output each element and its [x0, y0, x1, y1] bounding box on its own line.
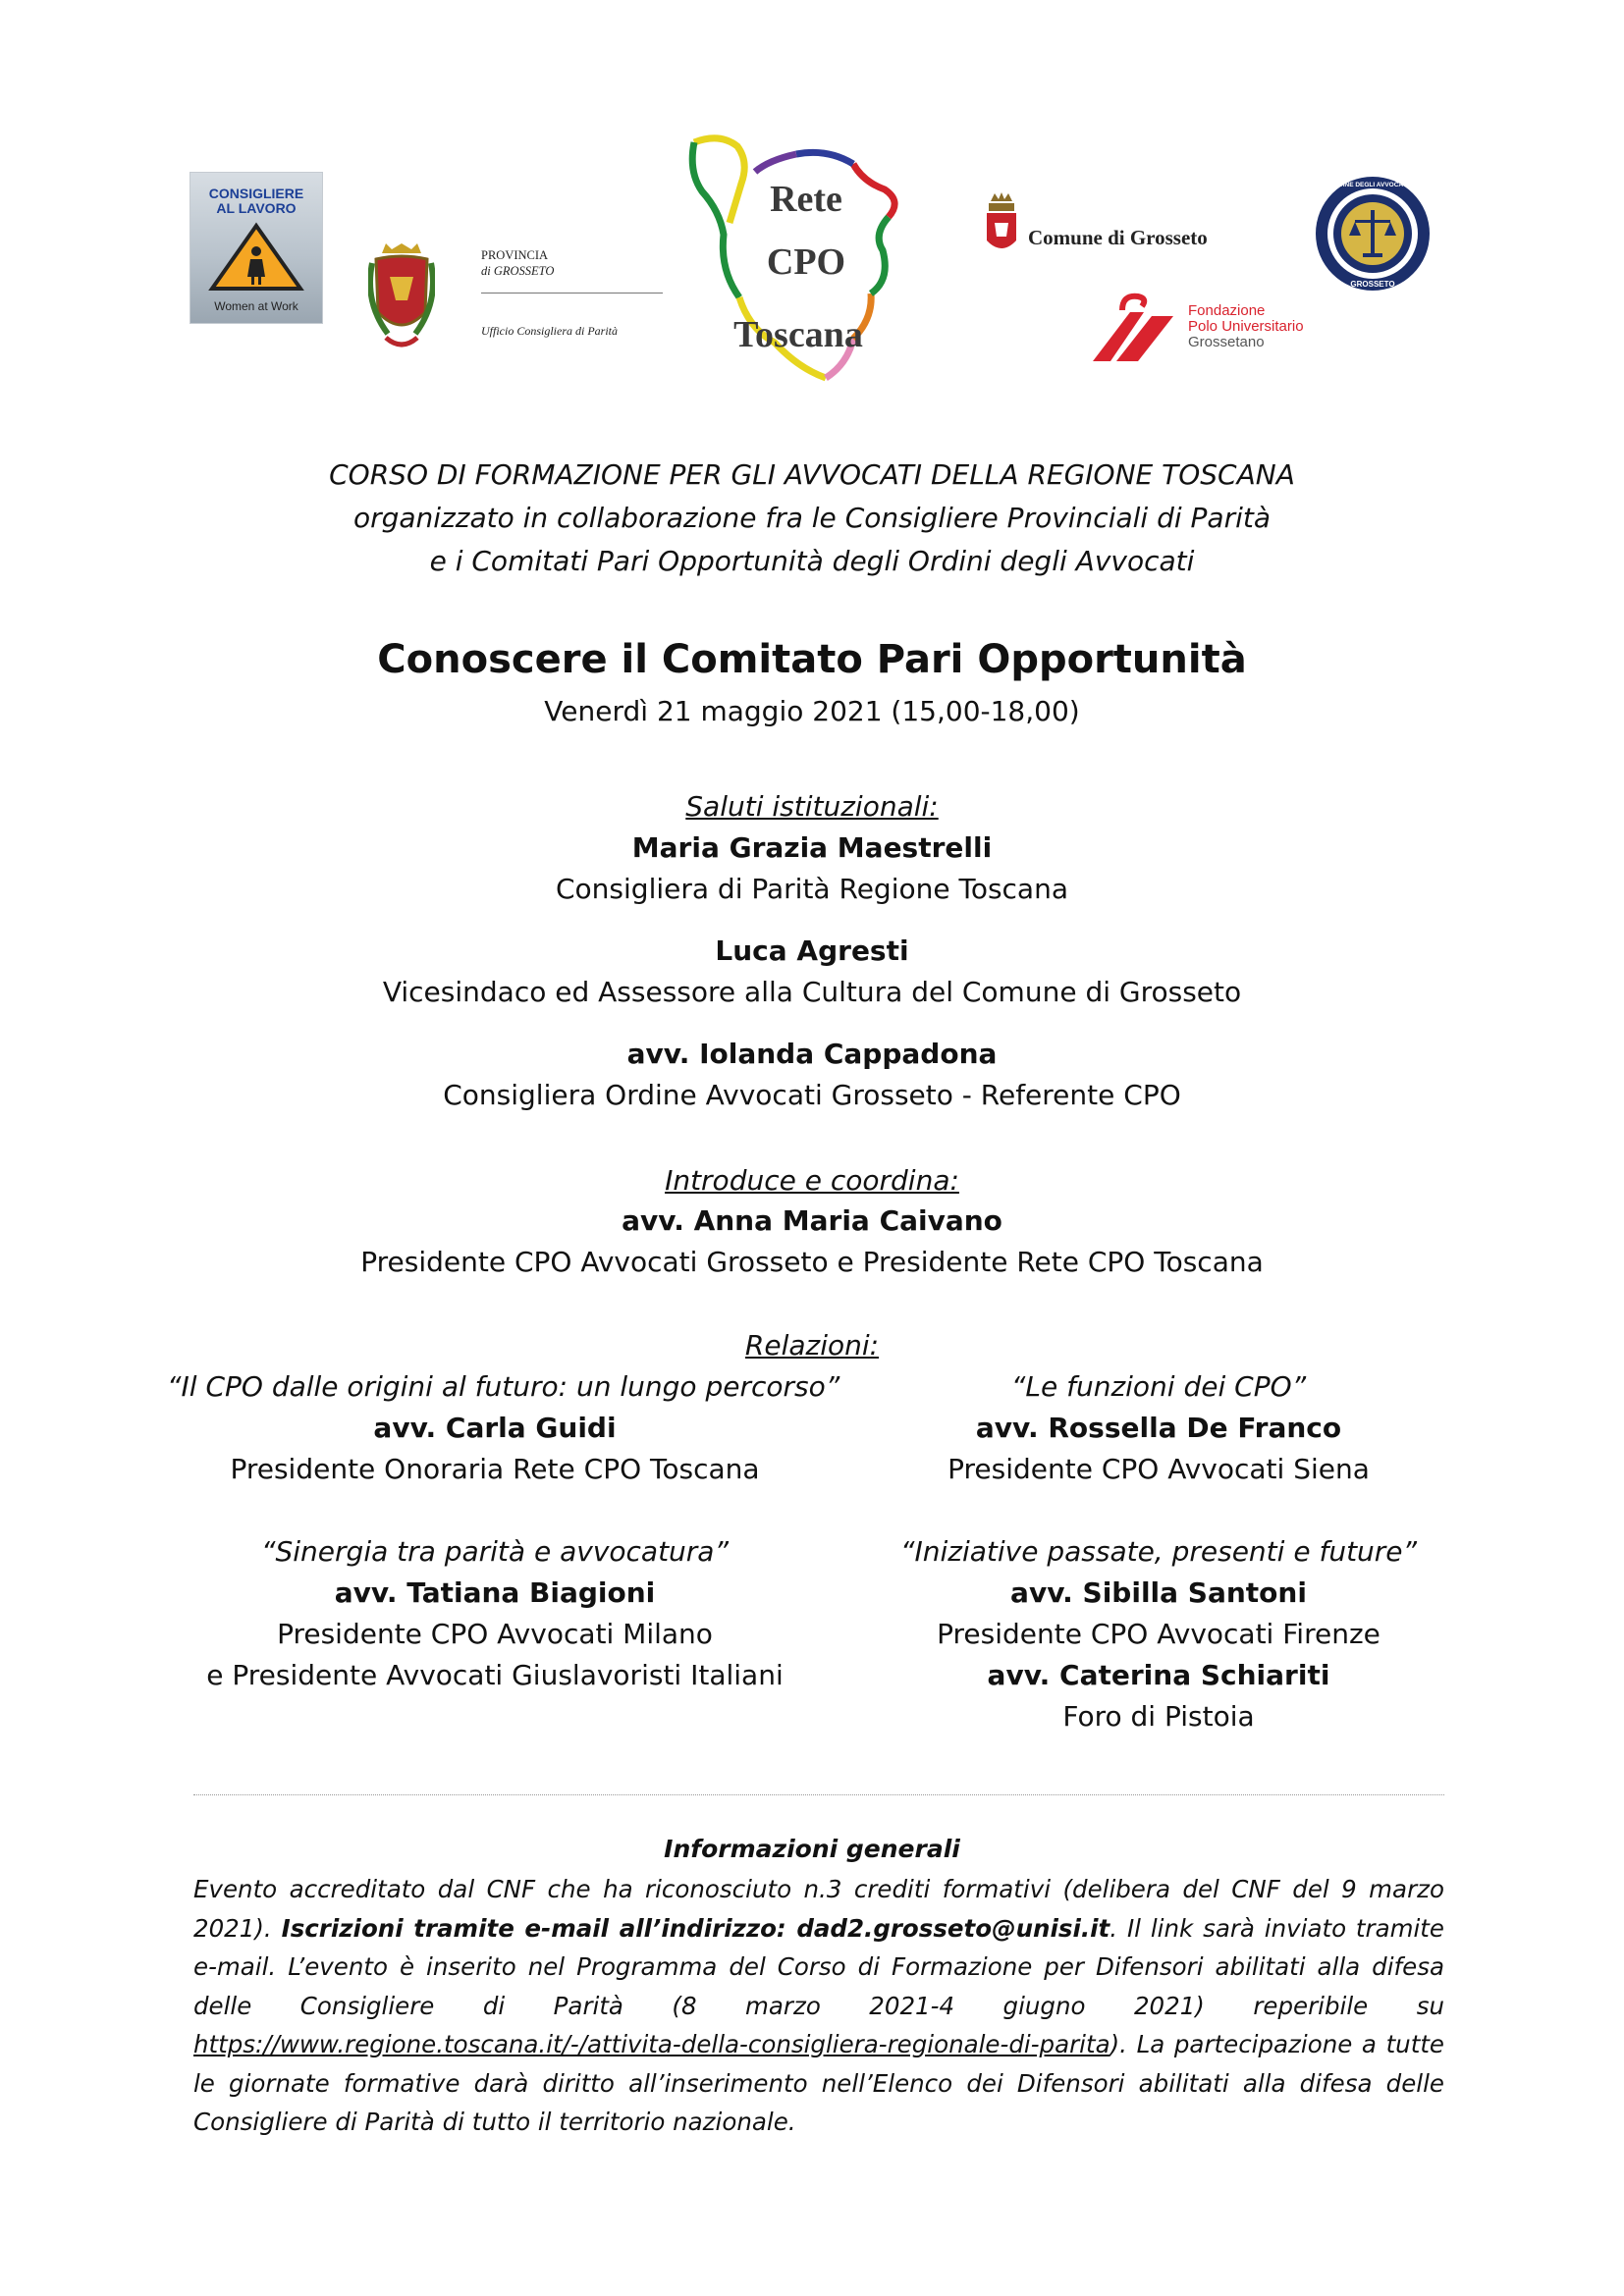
fondazione-text — [1188, 303, 1304, 350]
relazione-block-right-1 — [884, 1370, 1434, 1494]
speaker-name: avv. Iolanda Cappadona — [626, 1038, 998, 1070]
rete-logo-line1: Rete — [770, 179, 842, 220]
provincia-office: Ufficio Consigliera di Parità — [481, 324, 619, 338]
talk-speaker-role: Presidente CPO Avvocati Firenze — [937, 1618, 1380, 1650]
provincia-divider — [481, 293, 663, 294]
coordinator-name: avv. Anna Maria Caivano — [622, 1204, 1002, 1237]
relazione-block-left-2 — [167, 1535, 823, 1700]
course-partners: e i Comitati Pari Opportunità degli Ordini degli Avvocati — [429, 545, 1195, 577]
comune-crest-icon — [985, 191, 1018, 258]
comune-name: Comune di Grosseto — [1028, 226, 1208, 249]
rete-logo-line3: Toscana — [733, 314, 863, 355]
speaker-name: Luca Agresti — [715, 934, 909, 967]
talk-title: “Il CPO dalle origini al futuro: un lungo percorso” — [167, 1370, 840, 1403]
speaker-role: Consigliera Ordine Avvocati Grosseto - Referente CPO — [443, 1079, 1181, 1111]
consigliere-logo-subtitle: Women at Work — [214, 299, 298, 313]
coordinator-role: Presidente CPO Avvocati Grosseto e Presidente Rete CPO Toscana — [360, 1246, 1264, 1278]
fondazione-logo-icon — [1083, 293, 1181, 366]
fondazione-line3: Grossetano — [1188, 334, 1265, 350]
speaker-role: Consigliera di Parità Regione Toscana — [556, 873, 1068, 905]
provincia-text — [481, 247, 554, 279]
talk-speaker-role: Presidente Onoraria Rete CPO Toscana — [230, 1453, 760, 1485]
event-title: Conoscere il Comitato Pari Opportunità — [377, 637, 1247, 682]
talk-speaker: avv. Carla Guidi — [373, 1412, 617, 1444]
consigliere-logo-line1: CONSIGLIERE — [208, 186, 304, 201]
saluti-heading: Saluti istituzionali: — [685, 790, 939, 823]
talk-speaker: avv. Rossella De Franco — [975, 1412, 1342, 1444]
consigliere-logo-text — [190, 187, 322, 216]
warning-sign-icon — [208, 222, 304, 293]
relazione-block-left-1 — [167, 1370, 840, 1494]
relazione-block-right-2 — [884, 1535, 1434, 1741]
talk-title: “Iniziative passate, presenti e future” — [899, 1535, 1418, 1568]
ordine-avvocati-seal-icon — [1314, 175, 1432, 293]
relazioni-heading: Relazioni: — [744, 1329, 880, 1362]
provincia-line1: PROVINCIA — [481, 248, 549, 262]
course-organizer: organizzato in collaborazione fra le Consigliere Provinciali di Parità — [352, 502, 1272, 534]
talk-title: “Sinergia tra parità e avvocatura” — [261, 1535, 729, 1568]
speaker-name: Maria Grazia Maestrelli — [631, 831, 993, 864]
info-heading: Informazioni generali — [664, 1835, 960, 1863]
talk-speaker-role: Presidente CPO Avvocati Milano — [277, 1618, 713, 1650]
info-text-3: ). La partecipazione a tutte le giornate formative darà diritto all’inserimento nell’Elenco dei Difensori abilitati alla difesa delle Consigliere di Parità di tutto il territorio nazionale. — [193, 2030, 1444, 2136]
course-title: CORSO DI FORMAZIONE PER GLI AVVOCATI DELLA REGIONE TOSCANA — [329, 458, 1295, 491]
ordine-seal-bottom-text: GROSSETO — [1350, 280, 1395, 289]
talk-speaker-2: avv. Caterina Schiariti — [987, 1659, 1330, 1691]
fondazione-line2: Polo Universitario — [1188, 318, 1304, 335]
introduce-heading: Introduce e coordina: — [665, 1164, 959, 1197]
talk-title: “Le funzioni dei CPO” — [1010, 1370, 1307, 1403]
talk-speaker: avv. Tatiana Biagioni — [334, 1576, 656, 1609]
info-text-2: . Il link sarà inviato tramite e-mail. L’evento è inserito nel Programma del Corso di Formazione per Difensori abilitati alla difesa delle Consigliere di Parità (8 marzo 2021-4 giugno 2021) reperibile su — [193, 1913, 1444, 2020]
section-divider — [193, 1794, 1444, 1795]
consigliere-logo-line2: AL LAVORO — [216, 200, 297, 216]
info-paragraph — [193, 1870, 1444, 2142]
fondazione-line1: Fondazione — [1188, 302, 1266, 319]
regione-link[interactable]: https://www.regione.toscana.it/-/attivita-della-consigliera-regionale-di-parita — [193, 2030, 1110, 2058]
speaker-role: Vicesindaco ed Assessore alla Cultura del Comune di Grosseto — [382, 976, 1242, 1008]
ordine-seal-top-text: ORDINE DEGLI AVVOCATI DI — [1328, 182, 1417, 188]
consigliere-al-lavoro-logo — [189, 172, 323, 324]
registration-email: Iscrizioni tramite e-mail all’indirizzo: dad2.grosseto@unisi.it — [281, 1913, 1110, 1943]
talk-speaker: avv. Sibilla Santoni — [1010, 1576, 1307, 1609]
provincia-crest-icon — [368, 243, 435, 359]
rete-logo-line2: CPO — [766, 241, 846, 283]
event-date: Venerdì 21 maggio 2021 (15,00-18,00) — [544, 695, 1080, 727]
talk-speaker-role-2: e Presidente Avvocati Giuslavoristi Italiani — [206, 1659, 784, 1691]
provincia-line2: di GROSSETO — [481, 264, 555, 278]
info-text-1: Evento accreditato dal CNF che ha riconosciuto n.3 crediti formativi (delibera del CNF del 9 marzo 2021). — [193, 1875, 1444, 1943]
rete-cpo-toscana-logo — [680, 133, 916, 388]
talk-speaker-2-role: Foro di Pistoia — [1062, 1700, 1255, 1733]
talk-speaker-role: Presidente CPO Avvocati Siena — [947, 1453, 1370, 1485]
